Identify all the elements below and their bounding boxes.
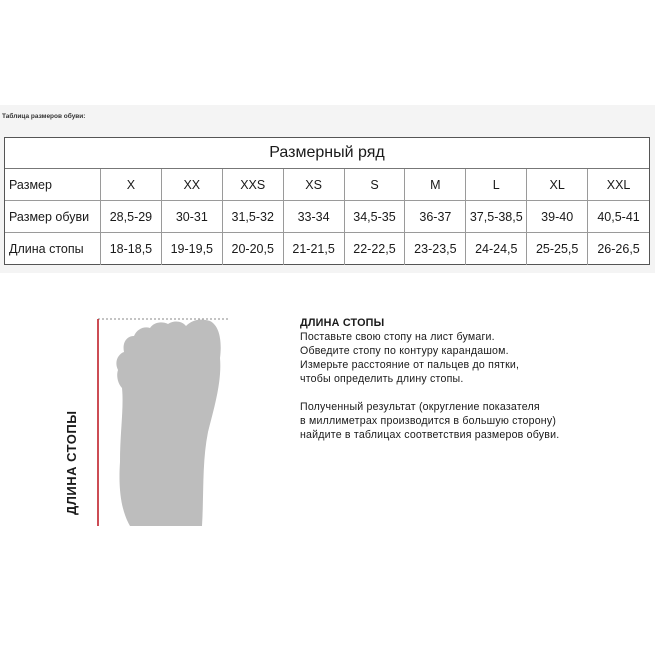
size-row-cell: XX: [162, 169, 223, 201]
shoe-size-row-header: Размер обуви: [5, 201, 101, 233]
table-title: Размерный ряд: [5, 138, 649, 169]
foot-length-row-header: Длина стопы: [5, 233, 101, 265]
shoe-size-row-cell: 34,5-35: [345, 201, 406, 233]
instructions-line: Измерьте расстояние от пальцев до пятки,: [300, 359, 520, 371]
shoe-size-row-cell: 37,5-38,5: [466, 201, 527, 233]
size-row-cell: S: [345, 169, 406, 201]
instructions-block: [300, 316, 640, 442]
shoe-size-row-cell: 33-34: [284, 201, 345, 233]
shoe-size-row-cell: 36-37: [405, 201, 466, 233]
size-row-cell: XL: [527, 169, 588, 201]
foot-length-row-cell: 24-24,5: [466, 233, 527, 265]
size-table: [4, 137, 650, 265]
instructions-line: Поставьте свою стопу на лист бумаги.: [300, 331, 495, 343]
size-row-cell: XXL: [588, 169, 649, 201]
foot-length-row-cell: 25-25,5: [527, 233, 588, 265]
instructions-heading: ДЛИНА СТОПЫ: [300, 317, 385, 329]
instructions-line: найдите в таблицах соответствия размеров обуви.: [300, 429, 560, 441]
shoe-size-row-cell: 30-31: [162, 201, 223, 233]
foot-silhouette: [116, 320, 220, 526]
size-grid: [5, 169, 649, 265]
foot-length-row-cell: 20-20,5: [223, 233, 284, 265]
size-row-cell: XS: [284, 169, 345, 201]
size-row-cell: X: [101, 169, 162, 201]
size-row-cell: M: [405, 169, 466, 201]
foot-length-row-cell: 26-26,5: [597, 242, 640, 256]
foot-length-row-cell: 21-21,5: [284, 233, 345, 265]
foot-diagram: [70, 312, 240, 532]
instructions-line: чтобы определить длину стопы.: [300, 373, 464, 385]
instructions-line: в миллиметрах производится в большую сторону): [300, 415, 557, 427]
foot-length-row-cell: 18-18,5: [101, 233, 162, 265]
instructions-line: Обведите стопу по контуру карандашом.: [300, 345, 509, 357]
size-row-cell: L: [466, 169, 527, 201]
size-row-cell: XXS: [223, 169, 284, 201]
foot-length-row-cell: 22-22,5: [345, 233, 406, 265]
shoe-size-row-cell: 28,5-29: [101, 201, 162, 233]
foot-length-row-cell: 19-19,5: [162, 233, 223, 265]
foot-illustration: [70, 312, 240, 532]
shoe-size-row-cell: 31,5-32: [223, 201, 284, 233]
foot-length-row-cell: 23-23,5: [405, 233, 466, 265]
shoe-size-row-cell: 39-40: [527, 201, 588, 233]
vertical-foot-length-label: ДЛИНА СТОПЫ: [64, 410, 79, 515]
shoe-size-row-cell: 40,5-41: [588, 201, 649, 233]
table-caption: Таблица размеров обуви:: [2, 113, 86, 120]
size-row-header: Размер: [5, 169, 101, 201]
instructions-line: Полученный результат (округление показателя: [300, 401, 540, 413]
